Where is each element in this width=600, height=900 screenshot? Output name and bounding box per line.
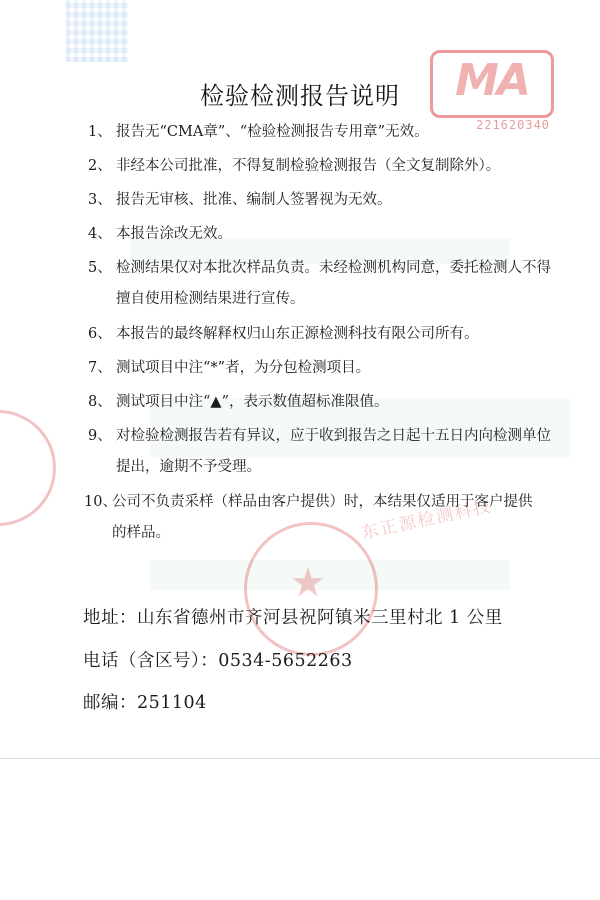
item-number: 8、	[88, 394, 112, 410]
item-number: 3、	[88, 192, 112, 208]
item-text: 测试项目中注“*”者，为分包检测项目。	[116, 360, 371, 376]
address-text: 地址：山东省德州市齐河县祝阿镇米三里村北 1 公里	[83, 608, 503, 628]
item-number: 10、	[84, 494, 117, 510]
cma-certificate-number: 221620340	[476, 118, 551, 132]
item-text: 报告无“CMA章”、“检验检测报告专用章”无效。	[116, 124, 429, 140]
item-text: 检测结果仅对本批次样品负责。未经检测机构同意，委托检测人不得擅自使用检测结果进行宣传。	[116, 260, 551, 307]
item-number: 9、	[88, 428, 112, 444]
item-text: 报告无审核、批准、编制人签署视为无效。	[116, 192, 392, 208]
address-line	[83, 604, 503, 629]
page-title: 检验检测报告说明	[200, 82, 400, 110]
bleed-band	[150, 560, 510, 590]
seal-text-ghost: 东正源检测科技	[359, 496, 495, 544]
item-number: 1、	[88, 124, 112, 140]
item-text: 非经本公司批准，不得复制检验检测报告（全文复制除外）。	[116, 158, 501, 174]
postcode-line	[83, 689, 207, 714]
item-number: 4、	[88, 226, 112, 242]
item-number: 6、	[88, 326, 112, 342]
item-number: 2、	[88, 158, 112, 174]
phone-line	[83, 647, 353, 672]
item-text: 测试项目中注“▲”，表示数值超标准限值。	[116, 394, 389, 410]
item-text: 对检验检测报告若有异议，应于收到报告之日起十五日内向检测单位提出，逾期不予受理。	[116, 428, 551, 475]
item-text: 本报告的最终解释权归山东正源检测科技有限公司所有。	[116, 326, 479, 342]
item-text: 本报告涂改无效。	[116, 226, 232, 242]
cma-mark: MA	[455, 55, 529, 106]
left-seal-ghost	[0, 410, 56, 526]
phone-text: 电话（含区号）：0534-5652263	[83, 651, 353, 671]
qr-code-ghost	[66, 0, 128, 62]
item-number: 5、	[88, 260, 112, 276]
page-divider	[0, 758, 600, 759]
item-text: 公司不负责采样（样品由客户提供）时，本结果仅适用于客户提供的样品。	[112, 494, 533, 541]
seal-star-icon: ★	[290, 560, 326, 606]
postcode-text: 邮编：251104	[83, 693, 207, 713]
item-number: 7、	[88, 360, 112, 376]
